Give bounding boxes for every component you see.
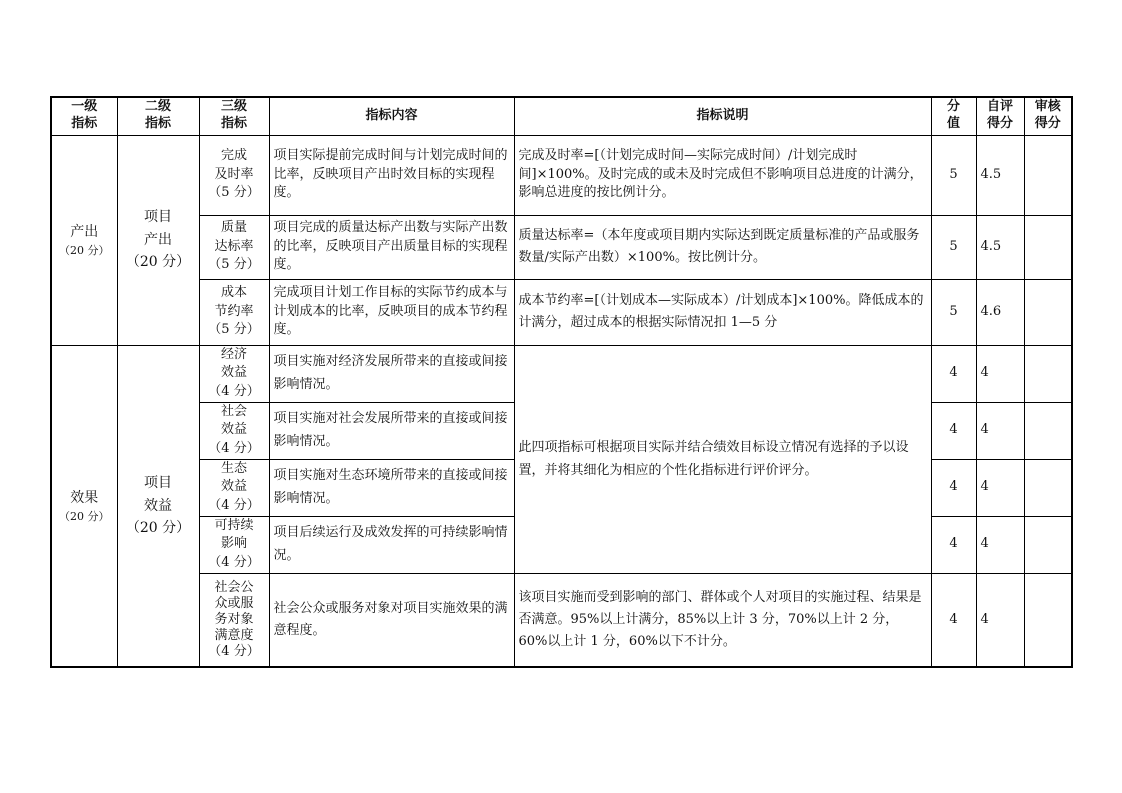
audit-score-cell[interactable] (1024, 573, 1072, 667)
audit-score-cell[interactable] (1024, 135, 1072, 215)
score-cell: 4 (931, 573, 976, 667)
level2-effect-cell: 项目 效益 （20 分） (117, 345, 199, 667)
level2-output-cell: 项目 产出 （20 分） (117, 135, 199, 345)
content-cell: 项目实际提前完成时间与计划完成时间的比率，反映项目产出时效目标的实现程度。 (269, 135, 514, 215)
header-content: 指标内容 (269, 97, 514, 135)
table-row (51, 215, 1072, 279)
self-score-cell: 4 (976, 459, 1024, 516)
score-cell: 5 (931, 135, 976, 215)
header-audit-score: 审核 得分 (1024, 97, 1072, 135)
content-cell: 项目实施对社会发展所带来的直接或间接影响情况。 (269, 402, 514, 459)
audit-score-cell[interactable] (1024, 215, 1072, 279)
header-self-score: 自评 得分 (976, 97, 1024, 135)
level3-cell: 社会公 众或服 务对象 满意度 （4 分） (199, 573, 269, 667)
header-level3: 三级 指标 (199, 97, 269, 135)
table-row (51, 279, 1072, 345)
level3-cell: 完成 及时率 （5 分） (199, 135, 269, 215)
header-level2: 二级 指标 (117, 97, 199, 135)
score-cell: 4 (931, 516, 976, 573)
description-cell: 完成及时率=[（计划完成时间—实际完成时间）/计划完成时间]×100%。及时完成的或未及时完成但不影响项目总进度的计满分，影响总进度的按比例计分。 (514, 135, 931, 215)
score-cell: 4 (931, 459, 976, 516)
header-score: 分 值 (931, 97, 976, 135)
self-score-cell: 4 (976, 345, 1024, 402)
header-row (51, 97, 1072, 135)
content-cell: 社会公众或服务对象对项目实施效果的满意程度。 (269, 573, 514, 667)
header-level1: 一级 指标 (51, 97, 117, 135)
self-score-cell: 4.6 (976, 279, 1024, 345)
audit-score-cell[interactable] (1024, 402, 1072, 459)
score-cell: 5 (931, 215, 976, 279)
level1-effect-cell: 效果 （20 分） (51, 345, 117, 667)
content-cell: 项目后续运行及成效发挥的可持续影响情况。 (269, 516, 514, 573)
level3-cell: 社会 效益 （4 分） (199, 402, 269, 459)
content-cell: 项目实施对生态环境所带来的直接或间接影响情况。 (269, 459, 514, 516)
description-cell: 成本节约率=[（计划成本—实际成本）/计划成本]×100%。降低成本的计满分，超过成本的根据实际情况扣 1—5 分 (514, 279, 931, 345)
audit-score-cell[interactable] (1024, 345, 1072, 402)
header-description: 指标说明 (514, 97, 931, 135)
audit-score-cell[interactable] (1024, 516, 1072, 573)
table-row (51, 573, 1072, 667)
content-cell: 完成项目计划工作目标的实际节约成本与计划成本的比率，反映项目的成本节约程度。 (269, 279, 514, 345)
score-cell: 4 (931, 345, 976, 402)
performance-evaluation-table (50, 96, 1073, 668)
table-row (51, 345, 1072, 402)
self-score-cell: 4 (976, 573, 1024, 667)
level1-output-cell: 产出 （20 分） (51, 135, 117, 345)
self-score-cell: 4.5 (976, 135, 1024, 215)
self-score-cell: 4 (976, 402, 1024, 459)
shared-description-cell: 此四项指标可根据项目实际并结合绩效目标设立情况有选择的予以设置，并将其细化为相应的个性化指标进行评价评分。 (514, 345, 931, 573)
audit-score-cell[interactable] (1024, 279, 1072, 345)
level3-cell: 可持续 影响 （4 分） (199, 516, 269, 573)
level3-cell: 成本 节约率 （5 分） (199, 279, 269, 345)
description-cell: 质量达标率=（本年度或项目期内实际达到既定质量标准的产品或服务数量/实际产出数）×100%。按比例计分。 (514, 215, 931, 279)
self-score-cell: 4 (976, 516, 1024, 573)
self-score-cell: 4.5 (976, 215, 1024, 279)
content-cell: 项目实施对经济发展所带来的直接或间接影响情况。 (269, 345, 514, 402)
audit-score-cell[interactable] (1024, 459, 1072, 516)
level3-cell: 质量 达标率 （5 分） (199, 215, 269, 279)
level3-cell: 经济 效益 （4 分） (199, 345, 269, 402)
level3-cell: 生态 效益 （4 分） (199, 459, 269, 516)
table-row (51, 135, 1072, 215)
score-cell: 5 (931, 279, 976, 345)
content-cell: 项目完成的质量达标产出数与实际产出数的比率，反映项目产出质量目标的实现程度。 (269, 215, 514, 279)
description-cell: 该项目实施而受到影响的部门、群体或个人对项目的实施过程、结果是否满意。95%以上计满分，85%以上计 3 分，70%以上计 2 分，60%以上计 1 分，60%以下不计分。 (514, 573, 931, 667)
score-cell: 4 (931, 402, 976, 459)
